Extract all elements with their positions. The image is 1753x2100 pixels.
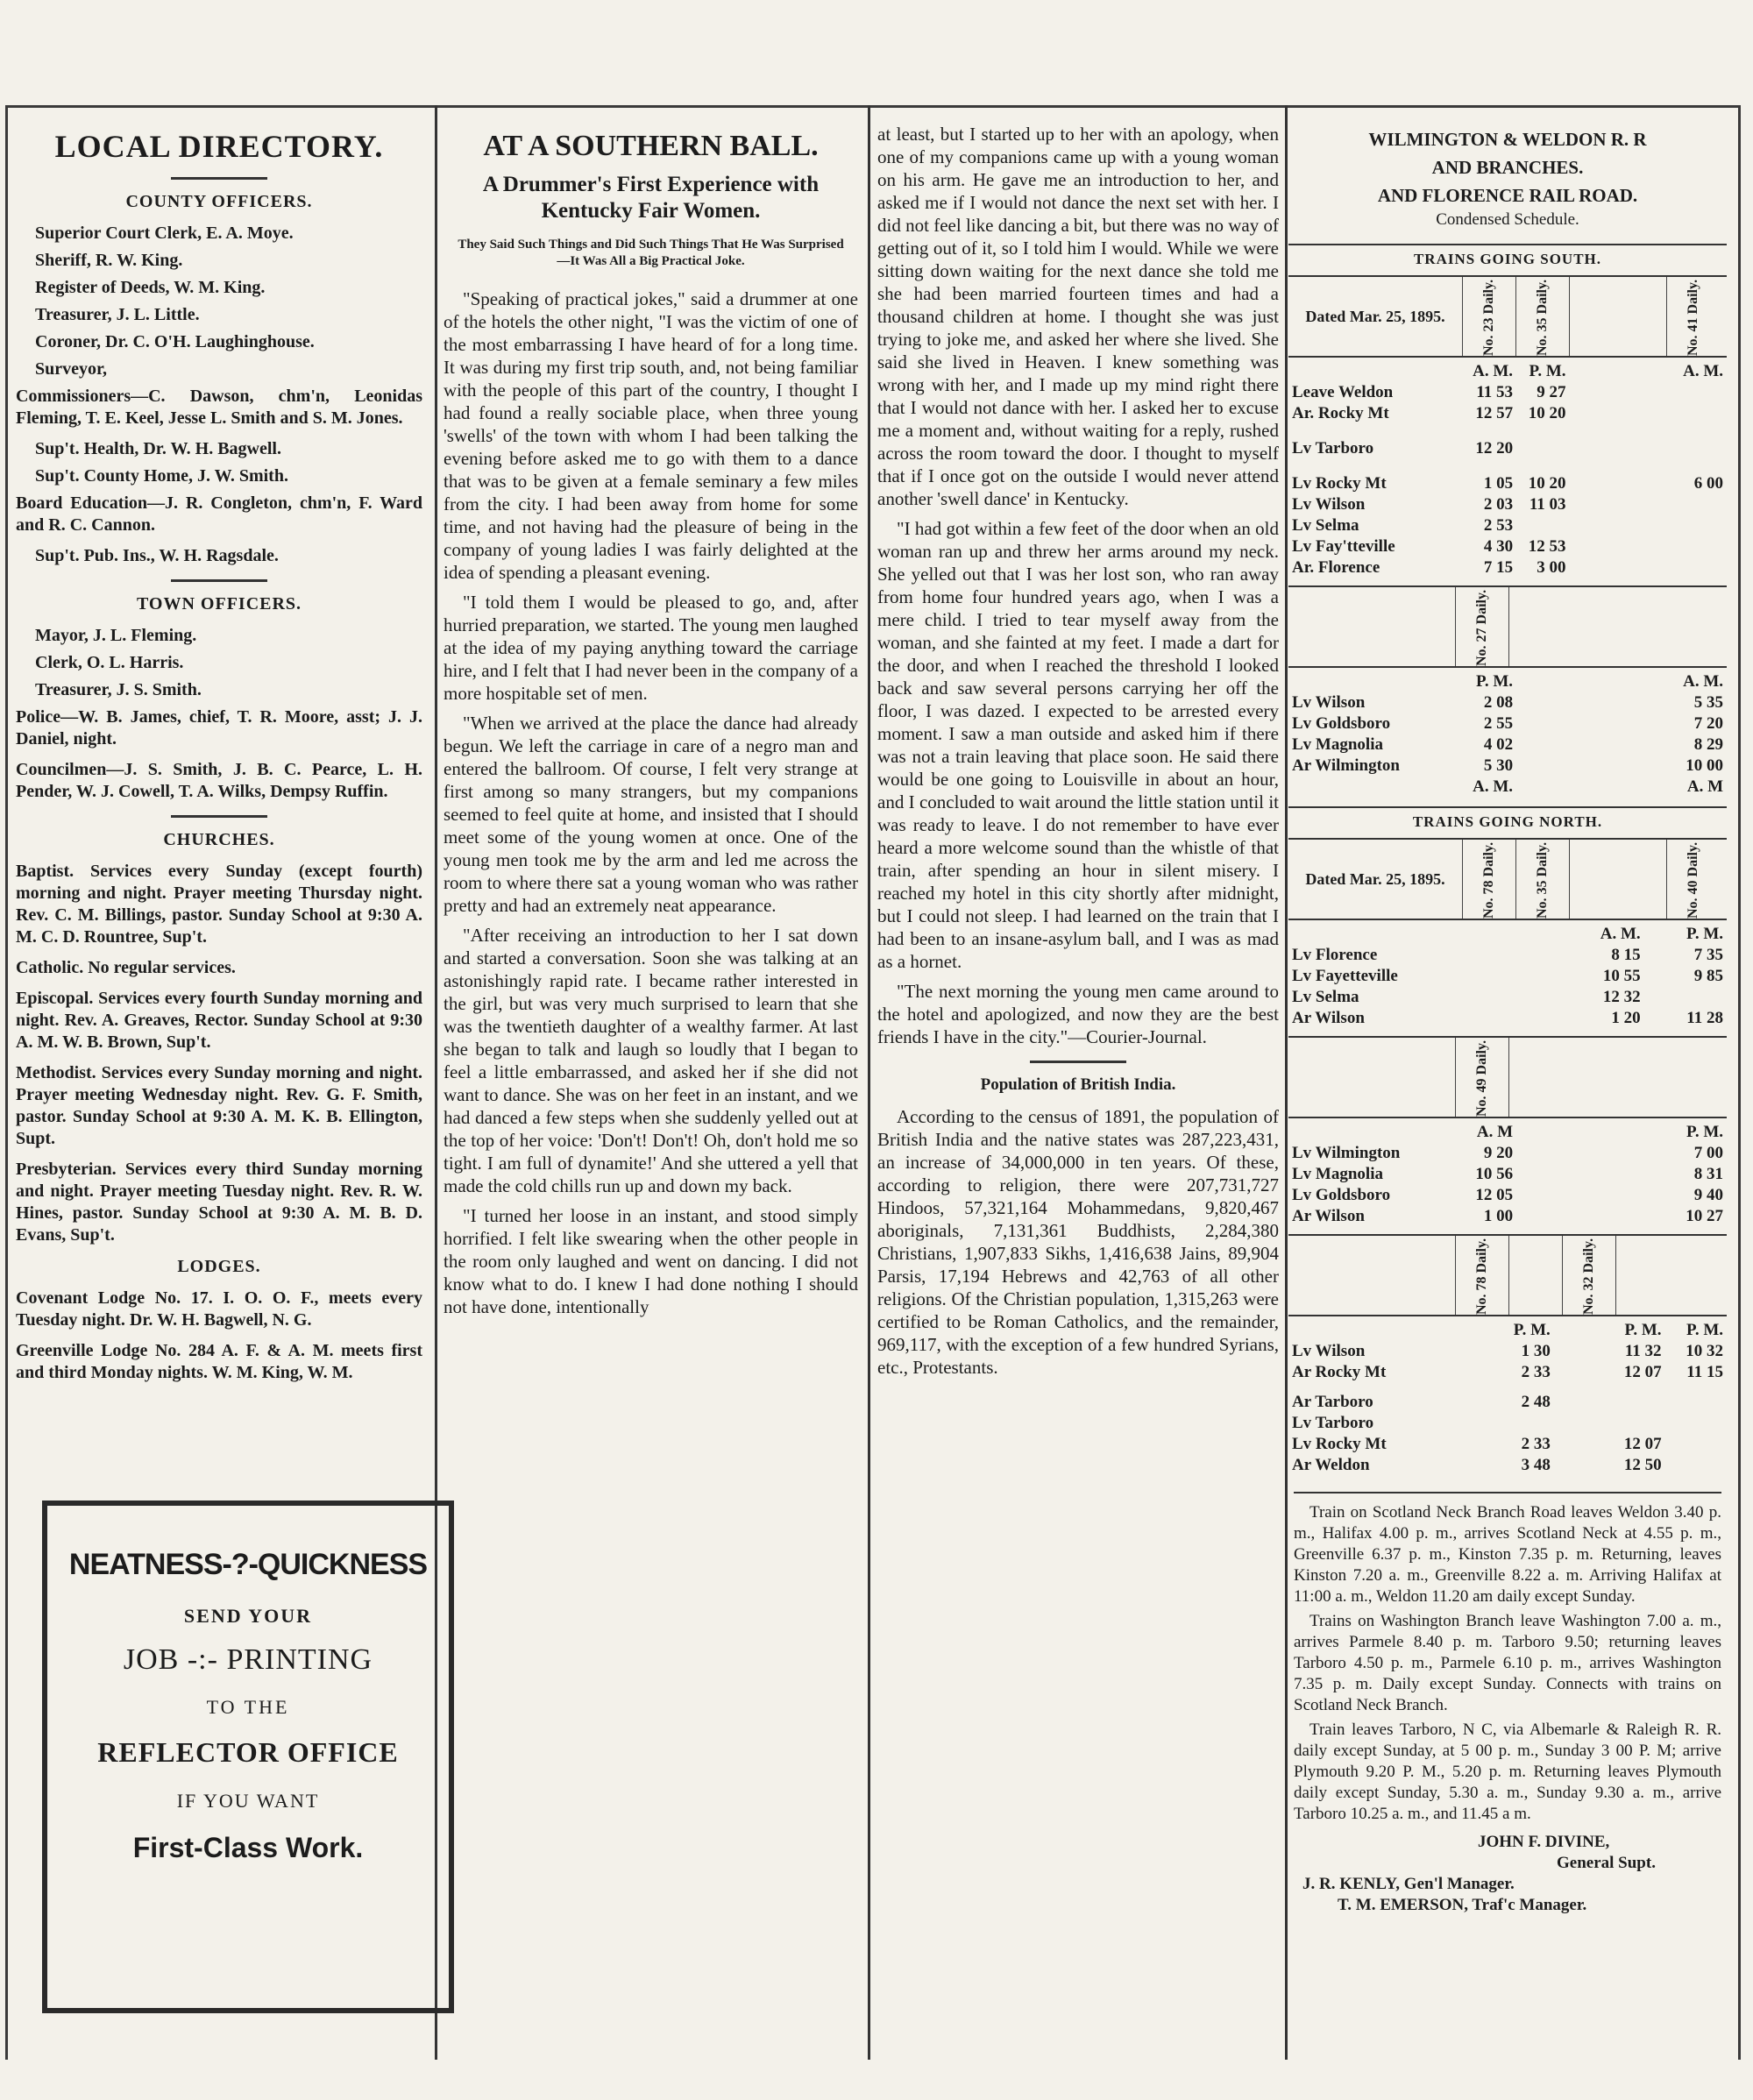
railroad-subtitle: Condensed Schedule. <box>1436 210 1579 229</box>
story-paragraph: "Speaking of practical jokes," said a drummer at one of the hotels the other night, "I was the victim of one of the most embarrassing I have heard of for a long time. It was during my first trip south, and, not being familiar with the people of this part of the country, I thought I had found a really sociable place, when three young 'swells' of the town with whom I had been talking the evening before asked me to go with them to a dance that was to be given at a female seminary a few miles from the city. I had been away from home for some time, and not having had the pleasure of being in the company of young ladies I was fairly delighted at the idea of spending a pleasant evening. <box>444 288 858 583</box>
table-row: Ar Rocky Mt 2 33 12 07 11 15 <box>1292 1363 1723 1381</box>
table-row: Lv Magnolia 10 56 8 31 <box>1292 1165 1723 1183</box>
table-row: Ar Wilson 1 00 10 27 <box>1292 1207 1723 1225</box>
signature-name: JOHN F. DIVINE, <box>1478 1833 1610 1851</box>
story-subhead: A Drummer's First Experience with Kentucky Fair Women. <box>482 173 820 223</box>
ampm: A. M. <box>1683 362 1723 380</box>
table-row: Ar. Florence 7 15 3 00 <box>1292 558 1566 577</box>
table-row: Lv Selma 12 32 <box>1292 988 1641 1006</box>
note-paragraph: Train on Scotland Neck Branch Road leaves Weldon 3.40 p. m., Halifax 4.00 p. m., arrives Scotland Neck at 4.55 p. m., Greenville 6.37 p. m., Kinston 7.35 p. m. Returning, leaves Kinston 7.20 a. m., Greenville 8.22 a. m. Arriving Halifax at 11:00 a. m., Weldon 11.20 am daily except Sunday. <box>1294 1503 1721 1606</box>
train-number: No. 35 Daily. <box>1535 279 1550 356</box>
table-row: Ar Tarboro 2 48 <box>1292 1393 1551 1411</box>
train-number: No. 27 Daily. <box>1474 589 1489 666</box>
county-officer: Board Education—J. R. Congleton, chm'n, F. Ward and R. C. Cannon. <box>16 493 422 535</box>
column-rule <box>1285 105 1288 2060</box>
timetable-header <box>1288 275 1727 358</box>
county-officer: Sup't. Health, Dr. W. H. Bagwell. <box>35 439 281 458</box>
table-row: Lv Rocky Mt 2 33 12 07 <box>1292 1435 1662 1453</box>
train-number: No. 78 Daily. <box>1474 1238 1489 1315</box>
signature-name: T. M. EMERSON, Traf'c Manager. <box>1338 1896 1587 1914</box>
india-paragraph: According to the census of 1891, the population of British India and the native states was 287,223,431, an increase of 34,000,000 in ten years. Of these, according to religion, there were 207,731,727 Hindoos, 57,321,164 Mohammedans, 9,820,467 aboriginals, 7,131,361 Buddhists, 2,284,380 Christians, 1,907,833 Sikhs, 1,416,638 Jains, 89,904 Parsis, 17,194 Hebrews and 42,763 of all other religions. Of the Christian population, 1,315,263 were certified to be Roman Catholics, and the remainder, 969,117, with the exception of a few hundred Syrians, etc., Protestants. <box>877 1106 1279 1378</box>
county-officer: Coroner, Dr. C. O'H. Laughinghouse. <box>35 332 315 351</box>
timetable-header <box>1288 838 1727 920</box>
railroad-title: AND FLORENCE RAIL ROAD. <box>1377 185 1638 206</box>
lodge-entry: Greenville Lodge No. 284 A. F. & A. M. meets first and third Monday nights. W. M. King, W. M. <box>16 1341 422 1382</box>
dated-label: Dated Mar. 25, 1895. <box>1288 840 1463 919</box>
railroad-schedule-column <box>1288 123 1727 2077</box>
ampm: A. M. <box>1473 362 1514 380</box>
county-officer: Surveyor, <box>35 359 108 379</box>
table-row: Lv Wilson 1 30 11 32 10 32 <box>1292 1342 1723 1360</box>
train-number: No. 32 Daily. <box>1581 1238 1596 1315</box>
timetable-header <box>1288 585 1727 668</box>
table-row: Lv Selma 2 53 <box>1292 516 1514 535</box>
county-officer: Sup't. County Home, J. W. Smith. <box>35 466 288 486</box>
train-number: No. 78 Daily. <box>1481 841 1496 919</box>
train-number: No. 49 Daily. <box>1474 1039 1489 1117</box>
table-row: Ar. Rocky Mt 12 57 10 20 <box>1292 404 1566 422</box>
signature-title: General Supt. <box>1557 1854 1656 1872</box>
table-row: Lv Fayetteville 10 55 9 85 <box>1292 967 1723 985</box>
ad-line: REFLECTOR OFFICE <box>97 1736 399 1768</box>
table-row: Lv Magnolia 4 02 8 29 <box>1292 735 1723 754</box>
timetable-header <box>1288 1036 1727 1118</box>
story-paragraph: "The next morning the young men came around to the hotel and apologized, and now they are the best friends I have in the city."—Courier-Journal. <box>877 981 1279 1047</box>
town-officer: Treasurer, J. S. Smith. <box>35 680 202 699</box>
railroad-title: AND BRANCHES. <box>1431 157 1584 178</box>
county-officer: Sheriff, R. W. King. <box>35 251 183 270</box>
church-entry: Presbyterian. Services every third Sunday morning and night. Prayer meeting Tuesday night. Rev. R. W. Hines, pastor. Sunday School at 9:30 A. M. B. D. Evans, Sup't. <box>16 1160 422 1245</box>
table-row: Lv Rocky Mt 1 05 10 20 6 00 <box>1292 474 1723 493</box>
table-row: Lv Goldsboro 12 05 9 40 <box>1292 1186 1723 1204</box>
county-officers-heading: COUNTY OFFICERS. <box>125 192 313 211</box>
town-officer: Councilmen—J. S. Smith, J. B. C. Pearce, L. H. Pender, W. J. Cowell, T. A. Wilks, Dempsy Ruffin. <box>16 760 422 801</box>
ad-line: NEATNESS-?-QUICKNESS <box>68 1548 428 1581</box>
north-heading: TRAINS GOING NORTH. <box>1288 806 1727 831</box>
directory-title: LOCAL DIRECTORY. <box>54 129 384 164</box>
story-paragraph: "I told them I would be pleased to go, and, after hurried preparation, we started. The young men laughed at the idea of my paying anything toward the carriage hire, and I felt that I had never been in the company of a more hospitable set of men. <box>444 592 858 704</box>
story-paragraph: at least, but I started up to her with an apology, when one of my companions came up with a young woman on his arm. He gave me an introduction to her, and asked me if I would not dance the next set with her. I did not feel like dancing a bit, but there was no way of getting out of it, so I told him I would. While we were sitting down waiting for the next dance she told me she had been married fourteen times and had a thousand children at home. I thought she was just trying to joke me, and asked her where she lived. She said she lived in Heaven. I knew something was wrong with her, and I made up my mind right there that I would not dance with her. I asked her to excuse me a moment and, without waiting for a reply, rushed across the room toward the door. I thought to myself that if I once got on the outside I would never attend another 'swell dance' in Kentucky. <box>877 124 1279 509</box>
train-number: No. 23 Daily. <box>1481 279 1496 356</box>
south-timetable-2: P. M. A. M. Lv Wilson 2 08 5 35 Lv Goldsboro 2 55 7 20 Lv Magnolia 4 02 8 29 Ar Wilmington 5 30 10 00 A. M. A. M <box>1288 671 1727 798</box>
town-officer: Mayor, J. L. Fleming. <box>35 626 197 645</box>
train-number: No. 35 Daily. <box>1535 841 1550 919</box>
timetable-header <box>1288 1234 1727 1316</box>
ad-line: First-Class Work. <box>132 1832 364 1863</box>
church-entry: Episcopal. Services every fourth Sunday morning and night. Rev. A. Greaves, Rector. Sunday School at 9:30 A. M. W. B. Brown, Sup't. <box>16 989 422 1052</box>
lodges-heading: LODGES. <box>177 1257 261 1276</box>
town-officer: Clerk, O. L. Harris. <box>35 653 184 672</box>
story-paragraph: "I turned her loose in an instant, and stood simply horrified. I felt like swearing when the other people in the room only laughed and went on dancing. I did not know what to do. I knew I had done nothing I should not have done, intentionally <box>444 1205 858 1317</box>
ad-line: IF YOU WANT <box>176 1790 320 1812</box>
south-heading: TRAINS GOING SOUTH. <box>1288 244 1727 268</box>
north-timetable-2: A. M P. M. Lv Wilmington 9 20 7 00 Lv Magnolia 10 56 8 31 Lv Goldsboro 12 05 9 40 Ar Wilson 1 00 10 27 <box>1288 1122 1727 1227</box>
ad-line: SEND YOUR <box>183 1605 313 1627</box>
note-paragraph: Trains on Washington Branch leave Washington 7.00 a. m., arrives Parmele 8.40 p. m. Tarboro 9.50; returning leaves Tarboro 4.50 p. m., Parmele 6.10 p. m., arrives Washington 7.35 p. m. Daily except Sunday. Connects with trains on Scotland Neck Branch. <box>1294 1612 1721 1714</box>
job-printing-ad <box>42 1501 454 2013</box>
county-officer: Commissioners—C. Dawson, chm'n, Leonidas Fleming, T. E. Keel, Jesse L. Smith and S. M. Jones. <box>16 387 422 428</box>
table-row: Lv Fay'tteville 4 30 12 53 <box>1292 537 1566 556</box>
railroad-title: WILMINGTON & WELDON R. R <box>1368 129 1647 150</box>
divider <box>171 579 267 582</box>
table-row: Leave Weldon 11 53 9 27 <box>1292 383 1566 401</box>
church-entry: Baptist. Services every Sunday (except fourth) morning and night. Prayer meeting Thursday night. Rev. C. M. Billings, pastor. Sunday School at 9:30 A. M. C. D. Rountree, Sup't. <box>16 862 422 947</box>
train-number: No. 41 Daily. <box>1686 279 1700 356</box>
table-row: Ar Weldon 3 48 12 50 <box>1292 1456 1662 1474</box>
table-row: Lv Wilmington 9 20 7 00 <box>1292 1144 1723 1162</box>
story-headline: AT A SOUTHERN BALL. <box>483 130 819 162</box>
table-row: Lv Wilson 2 08 5 35 <box>1292 693 1723 712</box>
divider <box>171 177 267 180</box>
divider <box>1030 1061 1126 1063</box>
story-column-1 <box>438 123 863 2077</box>
town-officers-heading: TOWN OFFICERS. <box>136 594 302 614</box>
dated-label: Dated Mar. 25, 1895. <box>1288 277 1463 356</box>
churches-heading: CHURCHES. <box>163 830 275 849</box>
story-column-2 <box>872 123 1284 2077</box>
north-timetable-3: P. M. P. M. P. M. Lv Wilson 1 30 11 32 10 32 Ar Rocky Mt 2 33 12 07 11 15 Ar Tarboro 2 48 Lv Tarboro Lv Rocky Mt 2 33 12 07 Ar Weldon 3 48 12 50 <box>1288 1320 1727 1476</box>
story-paragraph: "When we arrived at the place the dance had already begun. We left the carriage in care of a negro man and entered the ballroom. Of course, I felt very strange at first among so many strangers, but my companions seemed to feel quite at home, and insisted that I should meet some of the young women at once. One of the young men took me by the arm and led me across the room to where there sat a young woman who was rather pretty and had an extremely neat appearance. <box>444 713 858 916</box>
lodge-entry: Covenant Lodge No. 17. I. O. O. F., meets every Tuesday night. Dr. W. H. Bagwell, N. G. <box>16 1288 422 1330</box>
story-paragraph: "I had got within a few feet of the door when an old woman ran up and threw her arms around my neck. She yelled out that I was her lost son, who ran away from home four hundred years ago, when I was a mere child. I tried to tear myself away from the woman, and she fainted at my feet. I made a dart for the door, and when I reached the threshold I looked back and saw several persons carrying her off the floor, I was dazed. I expected to be arrested every moment. I saw a man outside and asked him if there was not a train leaving that place soon. He said there would be one going to Louisville in about an hour, and I concluded to wait around the little station until it was ready to leave. I do not remember to have ever heard a more welcome sound than the whistle of that train, after spending an hour in silent misery. I reached my hotel in this city shortly after midnight, but I could not sleep. I had learned on the train that I had been to an insane-asylum ball, and I was as mad as a hornet. <box>877 518 1279 972</box>
story-paragraph: "After receiving an introduction to her I sat down and started a conversation. Soon she was talking at an astonishingly rapid rate. I became rather interested in the girl, but was very much surprised to learn that she was the twentieth daughter of a wealthy farmer. At last she began to talk and laugh so loudly that I began to feel a little embarrassed, and asked her if she did not want to dance. She was on her feet in an instant, and we had danced a few steps when she suddenly yelled out at the top of her voice: 'Don't! Don't! Oh, don't hold me so tight. I am full of dynamite!' And she uttered a yell that made the cold chills run up and down my back. <box>444 925 858 1196</box>
county-officer: Register of Deeds, W. M. King. <box>35 278 266 297</box>
ad-line: TO THE <box>206 1696 290 1718</box>
table-row: Lv Tarboro 12 20 <box>1292 439 1514 458</box>
north-timetable-1: A. M. P. M. Lv Florence 8 15 7 35 Lv Fayetteville 10 55 9 85 Lv Selma 12 32 Ar Wilson 1 20 11 28 <box>1288 924 1727 1029</box>
church-entry: Methodist. Services every Sunday morning and night. Prayer meeting Wednesday night. Rev. G. F. Smith, pastor. Sunday School at 9:30 A. M. K. B. Ellington, Supt. <box>16 1063 422 1148</box>
table-row: Lv Goldsboro 2 55 7 20 <box>1292 714 1723 733</box>
church-entry: Catholic. No regular services. <box>16 958 236 977</box>
signature-name: J. R. KENLY, Gen'l Manager. <box>1302 1875 1515 1893</box>
table-row: Ar Wilson 1 20 11 28 <box>1292 1009 1723 1027</box>
ad-line: JOB -:- PRINTING <box>123 1643 373 1676</box>
train-number: No. 40 Daily. <box>1686 841 1700 919</box>
note-paragraph: Train leaves Tarboro, N C, via Albemarle & Raleigh R. R. daily except Sunday, at 5 00 p. m., Sunday 3 00 P. M; arrive Plymouth 9.20 P. M., 5.20 p. m. Returning leaves Plymouth daily except Sunday, 5.30 a. m., Sunday 9.30 a. m., arrive Tarboro 10.25 a. m., and 11.45 a m. <box>1294 1720 1721 1823</box>
divider <box>171 815 267 818</box>
county-officer: Treasurer, J. L. Little. <box>35 305 200 324</box>
town-officer: Police—W. B. James, chief, T. R. Moore, asst; J. J. Daniel, night. <box>16 707 422 748</box>
story-deck: They Said Such Things and Did Such Things That He Was Surprised—It Was All a Big Practical Joke. <box>458 238 844 268</box>
table-row: Lv Wilson 2 03 11 03 <box>1292 495 1566 514</box>
column-rule <box>868 105 870 2060</box>
table-row: Lv Tarboro <box>1292 1414 1374 1432</box>
railroad-notes <box>1294 1492 1721 1916</box>
table-row: Lv Florence 8 15 7 35 <box>1292 946 1723 964</box>
south-timetable-1 <box>1288 361 1727 578</box>
county-officer: Superior Court Clerk, E. A. Moye. <box>35 223 294 243</box>
india-heading: Population of British India. <box>980 1075 1176 1094</box>
county-officer: Sup't. Pub. Ins., W. H. Ragsdale. <box>35 546 279 565</box>
ampm: P. M. <box>1529 362 1566 380</box>
table-row: Ar Wilmington 5 30 10 00 <box>1292 756 1723 775</box>
